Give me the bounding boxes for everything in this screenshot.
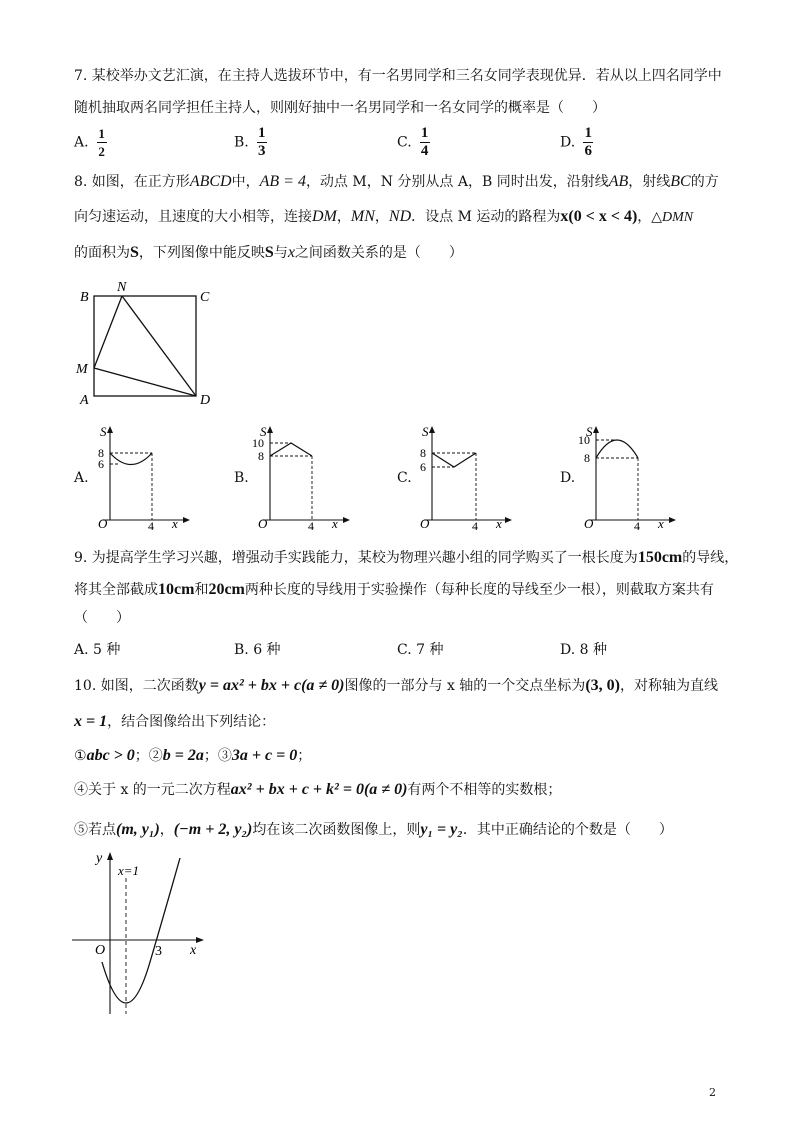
tick-10: 10 xyxy=(252,436,264,450)
label-m: M xyxy=(76,362,88,377)
axis-x: x xyxy=(172,516,178,531)
q8-graph-c xyxy=(412,420,522,532)
tick-8: 8 xyxy=(258,449,264,463)
q10-parabola-figure xyxy=(70,848,210,1020)
q9-option-d: D. 8 种 xyxy=(560,642,607,658)
q8-graph-d xyxy=(576,420,686,532)
label-b: B xyxy=(80,290,89,305)
tick-6: 6 xyxy=(98,457,104,471)
x-axis-arrow xyxy=(669,517,676,523)
q8-line3: 的面积为S，下列图像中能反映S与x之间函数关系的是（ ） xyxy=(74,244,463,261)
origin-label: O xyxy=(95,943,106,958)
root-3-label: 3 xyxy=(155,944,162,959)
origin: O xyxy=(258,516,268,531)
y-axis-arrow xyxy=(107,426,113,433)
tick-8: 8 xyxy=(98,446,104,460)
parabola-curve xyxy=(102,858,180,1003)
tick-4: 4 xyxy=(148,519,154,532)
q8-line2: 向匀速运动，且速度的大小相等，连接DM，MN，ND．设点 M 运动的路程为x(0 < x < 4)，△DMN xyxy=(74,208,694,225)
y-axis-arrow xyxy=(429,426,435,433)
x-axis-arrow xyxy=(196,937,204,943)
tick-8: 8 xyxy=(420,446,426,460)
label-n: N xyxy=(117,280,127,295)
segment-md xyxy=(94,368,196,396)
curve xyxy=(110,453,152,465)
q7-option-a: A. $\frac{1}{2}$ xyxy=(74,126,105,159)
square-figure xyxy=(74,276,224,412)
q7-option-b: B. $\frac{1}{3}$ xyxy=(234,125,266,159)
curve xyxy=(270,443,312,456)
page-number: 2 xyxy=(709,1086,716,1099)
axis-x-label: x xyxy=(190,943,197,958)
q9-line2: 将其全部截成10cm和20cm两种长度的导线用于实验操作（每种长度的导线至少一根），则截取方案共有 xyxy=(74,581,714,598)
origin: O xyxy=(98,516,108,531)
y-axis-arrow xyxy=(593,426,599,433)
tick-4: 4 xyxy=(308,519,314,532)
axis-x: x xyxy=(658,516,664,531)
q10-line2: x = 1，结合图像给出下列结论： xyxy=(74,713,276,730)
y-axis-arrow xyxy=(107,852,113,860)
curve xyxy=(432,453,476,467)
axis-s: S xyxy=(100,424,107,439)
label-c: C xyxy=(200,290,210,305)
tick-8: 8 xyxy=(584,451,590,465)
tick-4: 4 xyxy=(634,519,640,532)
origin: O xyxy=(584,516,594,531)
tick-10: 10 xyxy=(578,433,590,447)
curve xyxy=(596,440,638,458)
x-axis-arrow xyxy=(183,517,190,523)
q8-option-b-label: B. xyxy=(234,470,249,486)
label-a: A xyxy=(80,393,89,408)
axis-s: S xyxy=(260,424,267,439)
tick-4: 4 xyxy=(472,519,478,532)
q8-option-a-label: A. xyxy=(74,470,89,486)
tick-6: 6 xyxy=(420,460,426,474)
axis-s: S xyxy=(586,424,593,439)
q7-line2: 随机抽取两名同学担任主持人，则刚好抽中一名男同学和一名女同学的概率是（ ） xyxy=(74,100,606,116)
q8-graph-b xyxy=(250,420,360,532)
q8-option-d-label: D. xyxy=(560,470,576,486)
q8-line1: 8. 如图，在正方形ABCD中，AB = 4，动点 M，N 分别从点 A，B 同时出发，沿射线AB，射线BC的方 xyxy=(74,173,719,190)
axis-x: x xyxy=(496,516,502,531)
q9-option-b: B. 6 种 xyxy=(234,642,281,658)
origin: O xyxy=(420,516,430,531)
q10-line5: ⑤若点(m, y₁)，(−m + 2, y₂)均在该二次函数图像上，则y₁ = y₂．其中正确结论的个数是（ ） xyxy=(74,821,673,838)
q7-line1: 7. 某校举办文艺汇演，在主持人选拔环节中，有一名男同学和三名女同学表现优异．若从以上四名同学中 xyxy=(74,68,722,84)
segment-mn xyxy=(94,296,122,368)
x-axis-arrow xyxy=(343,517,350,523)
q9-option-c: C. 7 种 xyxy=(397,642,444,658)
square-abcd xyxy=(94,296,196,396)
q7-option-c: C. $\frac{1}{4}$ xyxy=(397,125,429,159)
y-axis-arrow xyxy=(267,426,273,433)
axis-y-label: y xyxy=(96,851,103,866)
symmetry-label: x=1 xyxy=(118,863,140,878)
q10-line1: 10. 如图，二次函数y = ax² + bx + c(a ≠ 0)图像的一部分与 x 轴的一个交点坐标为(3, 0)，对称轴为直线 xyxy=(74,677,718,694)
axis-s: S xyxy=(422,424,429,439)
q10-line4: ④关于 x 的一元二次方程ax² + bx + c + k² = 0(a ≠ 0)有两个不相等的实数根； xyxy=(74,781,562,798)
q9-line1: 9. 为提高学生学习兴趣，增强动手实践能力，某校为物理兴趣小组的同学购买了一根长度为150cm的导线， xyxy=(74,549,739,566)
x-axis-arrow xyxy=(505,517,512,523)
q8-graph-a xyxy=(90,420,200,532)
q8-option-c-label: C. xyxy=(397,470,412,486)
q9-option-a: A. 5 种 xyxy=(74,642,121,658)
axis-x: x xyxy=(332,516,338,531)
q10-line3: ①abc > 0；②b = 2a；③3a + c = 0； xyxy=(74,747,312,764)
label-d: D xyxy=(200,393,211,408)
q9-line3: （ ） xyxy=(74,610,130,626)
q7-option-d: D. $\frac{1}{6}$ xyxy=(560,125,592,159)
segment-nd xyxy=(122,296,196,396)
